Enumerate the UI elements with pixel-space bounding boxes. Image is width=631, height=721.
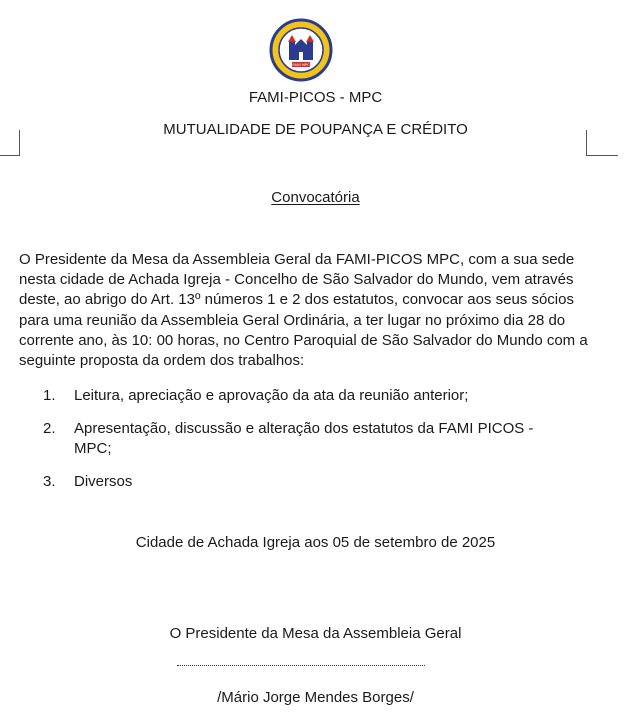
organization-full-name: MUTUALIDADE DE POUPANÇA E CRÉDITO	[163, 121, 468, 138]
agenda-item	[0, 419, 574, 459]
agenda-item-text: Apresentação, discussão e alteração dos estatutos da FAMI PICOS - MPC;	[74, 420, 534, 457]
document-title	[0, 188, 631, 208]
signature-line	[177, 665, 425, 666]
closing-place-date: Cidade de Achada Igreja aos 05 de setembro de 2025	[135, 534, 496, 551]
agenda-item	[0, 472, 574, 492]
document-title-text: Convocatória	[271, 189, 360, 206]
agenda-item-number: 2.	[43, 420, 56, 437]
agenda-item-text: Diversos	[74, 473, 133, 490]
organization-logo	[269, 18, 333, 82]
body-paragraph: O Presidente da Mesa da Assembleia Geral da FAMI-PICOS MPC, com a sua sede nesta cidade de Achada Igreja - Concelho de São Salvador do Mundo, vem através deste, ao abrigo do Art. 13º números 1 e 2 dos estatutos, convocar aos seus sócios para uma reunião da Assembleia Geral Ordinária, a ter lugar no próximo dia 28 do corrente ano, às 10: 00 horas, no Centro Paroquial de São Salvador do Mundo com a seguinte proposta da ordem dos trabalhos:	[19, 251, 588, 370]
signer-name: /Mário Jorge Mendes Borges/	[217, 689, 414, 706]
logo-text: FAMI MPC	[292, 63, 310, 67]
agenda-item-number: 3.	[43, 473, 56, 490]
organization-name: FAMI-PICOS - MPC	[248, 89, 383, 106]
agenda-list	[0, 386, 631, 492]
signer-title: O Presidente da Mesa da Assembleia Geral	[169, 625, 462, 642]
agenda-item-text: Leitura, apreciação e aprovação da ata da reunião anterior;	[74, 387, 469, 404]
left-corner-mark	[0, 130, 20, 156]
right-corner-mark	[586, 130, 618, 156]
agenda-item-number: 1.	[43, 387, 56, 404]
logo-emblem-icon	[269, 18, 333, 82]
agenda-item	[0, 386, 574, 406]
